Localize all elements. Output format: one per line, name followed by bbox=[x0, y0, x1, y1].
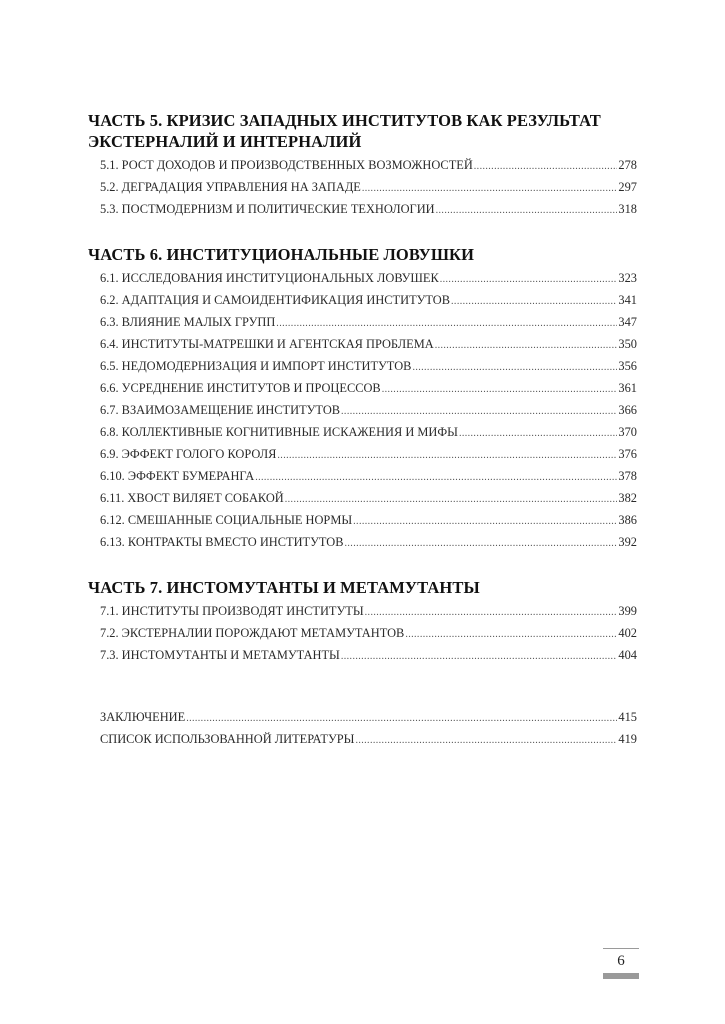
entry-page: 402 bbox=[618, 626, 637, 640]
page-number: 6 bbox=[617, 953, 625, 969]
entry-page: 376 bbox=[618, 447, 637, 461]
entry-page: 356 bbox=[618, 359, 637, 373]
part-title: ЧАСТЬ 5. КРИЗИС ЗАПАДНЫХ ИНСТИТУТОВ КАК РЕЗУЛЬТАТ ЭКСТЕРНАЛИЙ И ИНТЕРНАЛИЙ bbox=[88, 111, 601, 151]
dot-leader bbox=[186, 708, 617, 730]
entry-page: 386 bbox=[618, 513, 637, 527]
dot-leader bbox=[365, 602, 618, 624]
table-of-contents bbox=[88, 110, 637, 750]
toc-part-5 bbox=[88, 110, 637, 220]
entry-label: ЗАКЛЮЧЕНИЕ bbox=[100, 710, 186, 724]
dot-leader bbox=[451, 291, 617, 313]
entry-page: 347 bbox=[618, 315, 637, 329]
toc-entry[interactable] bbox=[88, 644, 637, 666]
entry-label: 6.10. ЭФФЕКТ БУМЕРАНГА bbox=[100, 469, 255, 483]
entry-page: 399 bbox=[618, 604, 637, 618]
dot-leader bbox=[355, 730, 617, 752]
entry-label: 6.11. ХВОСТ ВИЛЯЕТ СОБАКОЙ bbox=[100, 491, 284, 505]
entry-page: 366 bbox=[618, 403, 637, 417]
toc-entry[interactable] bbox=[88, 465, 637, 487]
toc-entry[interactable] bbox=[88, 154, 637, 176]
toc-part-7 bbox=[88, 577, 637, 666]
entry-label: 5.3. ПОСТМОДЕРНИЗМ И ПОЛИТИЧЕСКИЕ ТЕХНОЛОГИИ bbox=[100, 202, 435, 216]
dot-leader bbox=[353, 511, 617, 533]
dot-leader bbox=[345, 533, 618, 555]
dot-leader bbox=[362, 178, 618, 200]
entry-page: 323 bbox=[618, 271, 637, 285]
toc-entry[interactable] bbox=[88, 531, 637, 553]
entry-label: 6.13. КОНТРАКТЫ ВМЕСТО ИНСТИТУТОВ bbox=[100, 535, 344, 549]
entry-page: 404 bbox=[618, 648, 637, 662]
part-title: ЧАСТЬ 7. ИНСТОМУТАНТЫ И МЕТАМУТАНТЫ bbox=[88, 578, 480, 597]
entry-page: 415 bbox=[618, 710, 637, 724]
dot-leader bbox=[436, 200, 618, 222]
toc-entry[interactable] bbox=[88, 443, 637, 465]
entry-label: 7.2. ЭКСТЕРНАЛИИ ПОРОЖДАЮТ МЕТАМУТАНТОВ bbox=[100, 626, 405, 640]
entry-page: 297 bbox=[618, 180, 637, 194]
dot-leader bbox=[341, 401, 617, 423]
entry-label: 6.1. ИССЛЕДОВАНИЯ ИНСТИТУЦИОНАЛЬНЫХ ЛОВУШЕК bbox=[100, 271, 439, 285]
dot-leader bbox=[255, 467, 617, 489]
toc-entry[interactable] bbox=[88, 267, 637, 289]
toc-entry[interactable] bbox=[88, 421, 637, 443]
toc-entry[interactable] bbox=[88, 333, 637, 355]
entry-label: 6.5. НЕДОМОДЕРНИЗАЦИЯ И ИМПОРТ ИНСТИТУТОВ bbox=[100, 359, 412, 373]
toc-entry[interactable] bbox=[88, 176, 637, 198]
dot-leader bbox=[341, 646, 618, 668]
toc-entry[interactable] bbox=[88, 377, 637, 399]
entry-label: 6.7. ВЗАИМОЗАМЕЩЕНИЕ ИНСТИТУТОВ bbox=[100, 403, 341, 417]
entry-label: 7.1. ИНСТИТУТЫ ПРОИЗВОДЯТ ИНСТИТУТЫ bbox=[100, 604, 364, 618]
part-title: ЧАСТЬ 6. ИНСТИТУЦИОНАЛЬНЫЕ ЛОВУШКИ bbox=[88, 245, 475, 264]
entry-label: 5.2. ДЕГРАДАЦИЯ УПРАВЛЕНИЯ НА ЗАПАДЕ bbox=[100, 180, 361, 194]
entry-label: 6.12. СМЕШАННЫЕ СОЦИАЛЬНЫЕ НОРМЫ bbox=[100, 513, 353, 527]
entry-label: 5.1. РОСТ ДОХОДОВ И ПРОИЗВОДСТВЕННЫХ ВОЗМОЖНОСТЕЙ bbox=[100, 158, 473, 172]
dot-leader bbox=[459, 423, 617, 445]
toc-entry[interactable] bbox=[88, 600, 637, 622]
entry-label: 6.8. КОЛЛЕКТИВНЫЕ КОГНИТИВНЫЕ ИСКАЖЕНИЯ И МИФЫ bbox=[100, 425, 458, 439]
dot-leader bbox=[276, 313, 617, 335]
entry-page: 378 bbox=[618, 469, 637, 483]
toc-entry[interactable] bbox=[88, 399, 637, 421]
entry-label: СПИСОК ИСПОЛЬЗОВАННОЙ ЛИТЕРАТУРЫ bbox=[100, 732, 355, 746]
dot-leader bbox=[277, 445, 617, 467]
dot-leader bbox=[474, 156, 618, 178]
entry-label: 6.9. ЭФФЕКТ ГОЛОГО КОРОЛЯ bbox=[100, 447, 277, 461]
entry-page: 278 bbox=[618, 158, 637, 172]
footer-rule-bottom bbox=[603, 973, 639, 979]
toc-entry[interactable] bbox=[88, 289, 637, 311]
toc-entry-conclusion[interactable] bbox=[88, 706, 637, 728]
entry-label: 7.3. ИНСТОМУТАНТЫ И МЕТАМУТАНТЫ bbox=[100, 648, 340, 662]
toc-entry[interactable] bbox=[88, 311, 637, 333]
entry-page: 419 bbox=[618, 732, 637, 746]
toc-entry-bibliography[interactable] bbox=[88, 728, 637, 750]
toc-back-matter bbox=[88, 706, 637, 750]
entry-label: 6.3. ВЛИЯНИЕ МАЛЫХ ГРУПП bbox=[100, 315, 276, 329]
dot-leader bbox=[435, 335, 618, 357]
entry-page: 382 bbox=[618, 491, 637, 505]
dot-leader bbox=[405, 624, 617, 646]
dot-leader bbox=[412, 357, 617, 379]
dot-leader bbox=[382, 379, 618, 401]
toc-entry[interactable] bbox=[88, 198, 637, 220]
entry-page: 318 bbox=[618, 202, 637, 216]
entry-page: 341 bbox=[618, 293, 637, 307]
entry-page: 392 bbox=[618, 535, 637, 549]
page-footer bbox=[603, 948, 639, 979]
toc-entry[interactable] bbox=[88, 622, 637, 644]
toc-part-6 bbox=[88, 244, 637, 553]
toc-entry[interactable] bbox=[88, 509, 637, 531]
entry-page: 350 bbox=[618, 337, 637, 351]
dot-leader bbox=[440, 269, 618, 291]
entry-page: 370 bbox=[618, 425, 637, 439]
toc-entry[interactable] bbox=[88, 487, 637, 509]
entry-label: 6.2. АДАПТАЦИЯ И САМОИДЕНТИФИКАЦИЯ ИНСТИТУТОВ bbox=[100, 293, 451, 307]
toc-entry[interactable] bbox=[88, 355, 637, 377]
entry-page: 361 bbox=[618, 381, 637, 395]
dot-leader bbox=[285, 489, 618, 511]
entry-label: 6.4. ИНСТИТУТЫ-МАТРЕШКИ И АГЕНТСКАЯ ПРОБЛЕМА bbox=[100, 337, 434, 351]
entry-label: 6.6. УСРЕДНЕНИЕ ИНСТИТУТОВ И ПРОЦЕССОВ bbox=[100, 381, 381, 395]
